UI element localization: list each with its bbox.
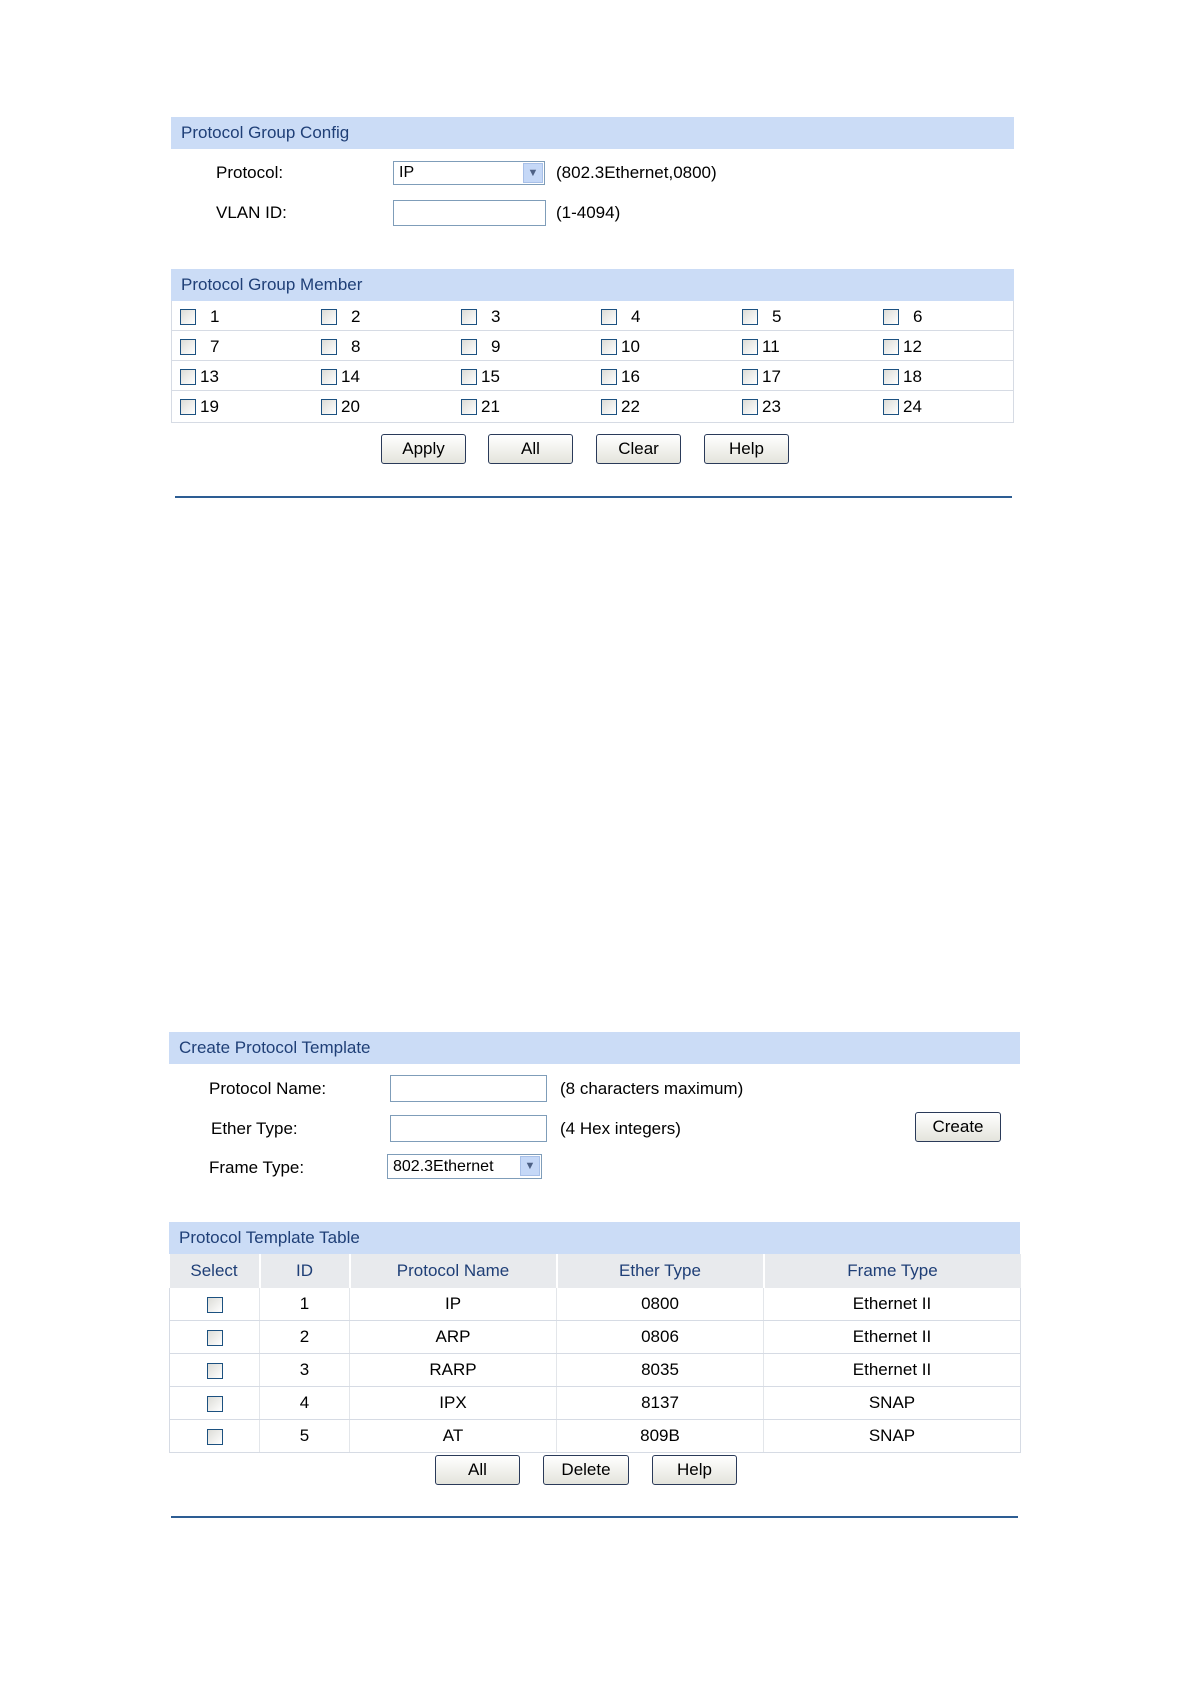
- table-row: [170, 1321, 1021, 1354]
- port-number: 7: [210, 337, 220, 356]
- port-checkbox[interactable]: [601, 309, 617, 325]
- port-checkbox[interactable]: [461, 399, 477, 415]
- port-number: 13: [200, 367, 219, 386]
- port-checkbox[interactable]: [180, 339, 196, 355]
- table-row: [170, 1288, 1021, 1321]
- port-checkbox-item[interactable]: [742, 367, 784, 387]
- port-number: 12: [903, 337, 922, 356]
- row-select-checkbox[interactable]: [207, 1330, 223, 1346]
- port-number: 24: [903, 397, 922, 416]
- cell-id: 5: [260, 1420, 350, 1453]
- table-row: [170, 1420, 1021, 1453]
- column-select: Select: [170, 1254, 260, 1288]
- protocol-name-hint: (8 characters maximum): [560, 1079, 744, 1098]
- port-row: [172, 301, 1013, 331]
- port-number: 1: [210, 307, 220, 326]
- port-checkbox-item[interactable]: [321, 367, 363, 387]
- port-checkbox-item[interactable]: [601, 307, 653, 327]
- delete-button[interactable]: Delete: [543, 1455, 629, 1485]
- row-select-cell: [170, 1354, 260, 1387]
- port-number: 14: [341, 367, 360, 386]
- row-select-cell: [170, 1321, 260, 1354]
- port-checkbox[interactable]: [180, 399, 196, 415]
- port-checkbox[interactable]: [461, 339, 477, 355]
- column-ether-type: Ether Type: [557, 1254, 764, 1288]
- port-checkbox-item[interactable]: [883, 397, 925, 417]
- port-number: 19: [200, 397, 219, 416]
- cell-id: 4: [260, 1387, 350, 1420]
- row-select-checkbox[interactable]: [207, 1429, 223, 1445]
- port-checkbox[interactable]: [461, 309, 477, 325]
- chevron-down-icon[interactable]: ▼: [520, 1156, 540, 1176]
- port-checkbox-item[interactable]: [601, 337, 643, 357]
- protocol-group-config-panel: [171, 117, 1014, 149]
- port-checkbox-item[interactable]: [180, 367, 222, 387]
- port-checkbox-item[interactable]: [601, 397, 643, 417]
- port-checkbox-item[interactable]: [321, 307, 373, 327]
- port-checkbox[interactable]: [180, 369, 196, 385]
- port-number: 9: [491, 337, 501, 356]
- port-number: 17: [762, 367, 781, 386]
- section-divider: [175, 496, 1012, 498]
- frame-type-select[interactable]: [387, 1154, 542, 1179]
- row-select-checkbox[interactable]: [207, 1297, 223, 1313]
- column-protocol-name: Protocol Name: [350, 1254, 557, 1288]
- clear-button[interactable]: Clear: [596, 434, 681, 464]
- port-checkbox[interactable]: [883, 399, 899, 415]
- protocol-template-table-panel: [169, 1222, 1020, 1254]
- cell-protocol-name: AT: [350, 1420, 557, 1453]
- protocol-label: Protocol:: [216, 163, 284, 182]
- port-checkbox-item[interactable]: [461, 367, 503, 387]
- cell-ether-type: 809B: [557, 1420, 764, 1453]
- row-select-checkbox[interactable]: [207, 1396, 223, 1412]
- create-button[interactable]: Create: [915, 1112, 1001, 1142]
- cell-id: 3: [260, 1354, 350, 1387]
- ether-type-label: Ether Type:: [211, 1119, 298, 1138]
- apply-button[interactable]: Apply: [381, 434, 466, 464]
- port-number: 3: [491, 307, 501, 326]
- port-checkbox[interactable]: [742, 339, 758, 355]
- template-help-button[interactable]: Help: [652, 1455, 737, 1485]
- frame-type-select-value: 802.3Ethernet: [393, 1157, 494, 1175]
- cell-id: 1: [260, 1288, 350, 1321]
- port-row: [172, 331, 1013, 361]
- port-checkbox-item[interactable]: [883, 337, 925, 357]
- cell-frame-type: SNAP: [764, 1387, 1021, 1420]
- port-number: 8: [351, 337, 361, 356]
- port-checkbox-item[interactable]: [461, 307, 513, 327]
- port-checkbox[interactable]: [742, 399, 758, 415]
- port-checkbox[interactable]: [321, 369, 337, 385]
- section-divider: [171, 1516, 1018, 1518]
- port-checkbox-item[interactable]: [461, 397, 503, 417]
- port-number: 20: [341, 397, 360, 416]
- port-checkbox-item[interactable]: [883, 367, 925, 387]
- ether-type-hint: (4 Hex integers): [560, 1119, 681, 1138]
- column-id: ID: [260, 1254, 350, 1288]
- vlan-id-hint: (1-4094): [556, 203, 621, 222]
- port-number: 5: [772, 307, 782, 326]
- port-checkbox[interactable]: [883, 339, 899, 355]
- table-row: [170, 1354, 1021, 1387]
- port-number: 23: [762, 397, 781, 416]
- protocol-group-member-header: Protocol Group Member: [171, 269, 1014, 301]
- port-number: 18: [903, 367, 922, 386]
- port-checkbox-item[interactable]: [321, 397, 363, 417]
- port-checkbox-item[interactable]: [742, 307, 794, 327]
- port-checkbox-item[interactable]: [180, 307, 232, 327]
- protocol-template-table-header: Protocol Template Table: [169, 1222, 1020, 1254]
- row-select-cell: [170, 1420, 260, 1453]
- table-header-row: [170, 1254, 1021, 1288]
- cell-ether-type: 8035: [557, 1354, 764, 1387]
- cell-protocol-name: IP: [350, 1288, 557, 1321]
- port-checkbox-item[interactable]: [883, 307, 935, 327]
- protocol-select-value: IP: [399, 164, 415, 181]
- port-number: 15: [481, 367, 500, 386]
- vlan-id-label: VLAN ID:: [216, 203, 287, 222]
- table-row: [170, 1387, 1021, 1420]
- create-protocol-template-header: Create Protocol Template: [169, 1032, 1020, 1064]
- port-number: 4: [631, 307, 641, 326]
- port-checkbox[interactable]: [601, 369, 617, 385]
- port-number: 10: [621, 337, 640, 356]
- port-checkbox-item[interactable]: [180, 337, 232, 357]
- port-checkbox[interactable]: [461, 369, 477, 385]
- cell-frame-type: Ethernet II: [764, 1321, 1021, 1354]
- port-checkbox-item[interactable]: [321, 337, 373, 357]
- cell-frame-type: Ethernet II: [764, 1354, 1021, 1387]
- port-checkbox-item[interactable]: [742, 397, 784, 417]
- row-select-checkbox[interactable]: [207, 1363, 223, 1379]
- port-number: 22: [621, 397, 640, 416]
- port-row: [172, 391, 1013, 421]
- row-select-cell: [170, 1387, 260, 1420]
- port-number: 6: [913, 307, 923, 326]
- port-checkbox[interactable]: [601, 339, 617, 355]
- port-checkbox[interactable]: [180, 309, 196, 325]
- port-checkbox[interactable]: [321, 339, 337, 355]
- vlan-id-input[interactable]: [393, 200, 546, 226]
- port-number: 16: [621, 367, 640, 386]
- select-all-ports-button[interactable]: All: [488, 434, 573, 464]
- port-checkbox[interactable]: [742, 309, 758, 325]
- port-checkbox-item[interactable]: [742, 337, 784, 357]
- protocol-template-table: [169, 1254, 1021, 1453]
- create-protocol-template-panel: [169, 1032, 1020, 1064]
- protocol-group-config-header: Protocol Group Config: [171, 117, 1014, 149]
- cell-frame-type: Ethernet II: [764, 1288, 1021, 1321]
- cell-ether-type: 0800: [557, 1288, 764, 1321]
- cell-protocol-name: RARP: [350, 1354, 557, 1387]
- port-number: 21: [481, 397, 500, 416]
- cell-frame-type: SNAP: [764, 1420, 1021, 1453]
- cell-protocol-name: ARP: [350, 1321, 557, 1354]
- help-button[interactable]: Help: [704, 434, 789, 464]
- row-select-cell: [170, 1288, 260, 1321]
- protocol-hint: (802.3Ethernet,0800): [556, 163, 717, 182]
- ether-type-input[interactable]: [390, 1115, 547, 1142]
- port-checkbox[interactable]: [321, 399, 337, 415]
- port-checkbox-item[interactable]: [601, 367, 643, 387]
- port-grid: [171, 301, 1014, 423]
- cell-ether-type: 8137: [557, 1387, 764, 1420]
- column-frame-type: Frame Type: [764, 1254, 1021, 1288]
- cell-protocol-name: IPX: [350, 1387, 557, 1420]
- port-checkbox[interactable]: [601, 399, 617, 415]
- port-row: [172, 361, 1013, 391]
- chevron-down-icon[interactable]: ▼: [523, 163, 543, 183]
- port-checkbox[interactable]: [321, 309, 337, 325]
- port-checkbox-item[interactable]: [461, 337, 513, 357]
- port-checkbox[interactable]: [883, 369, 899, 385]
- select-all-templates-button[interactable]: All: [435, 1455, 520, 1485]
- frame-type-label: Frame Type:: [209, 1158, 305, 1177]
- protocol-name-input[interactable]: [390, 1075, 547, 1102]
- cell-ether-type: 0806: [557, 1321, 764, 1354]
- port-number: 2: [351, 307, 361, 326]
- port-checkbox[interactable]: [742, 369, 758, 385]
- port-checkbox-item[interactable]: [180, 397, 222, 417]
- protocol-select[interactable]: [393, 161, 545, 185]
- protocol-name-label: Protocol Name:: [209, 1079, 327, 1098]
- cell-id: 2: [260, 1321, 350, 1354]
- port-checkbox[interactable]: [883, 309, 899, 325]
- port-number: 11: [762, 337, 780, 356]
- protocol-group-member-panel: [171, 269, 1014, 301]
